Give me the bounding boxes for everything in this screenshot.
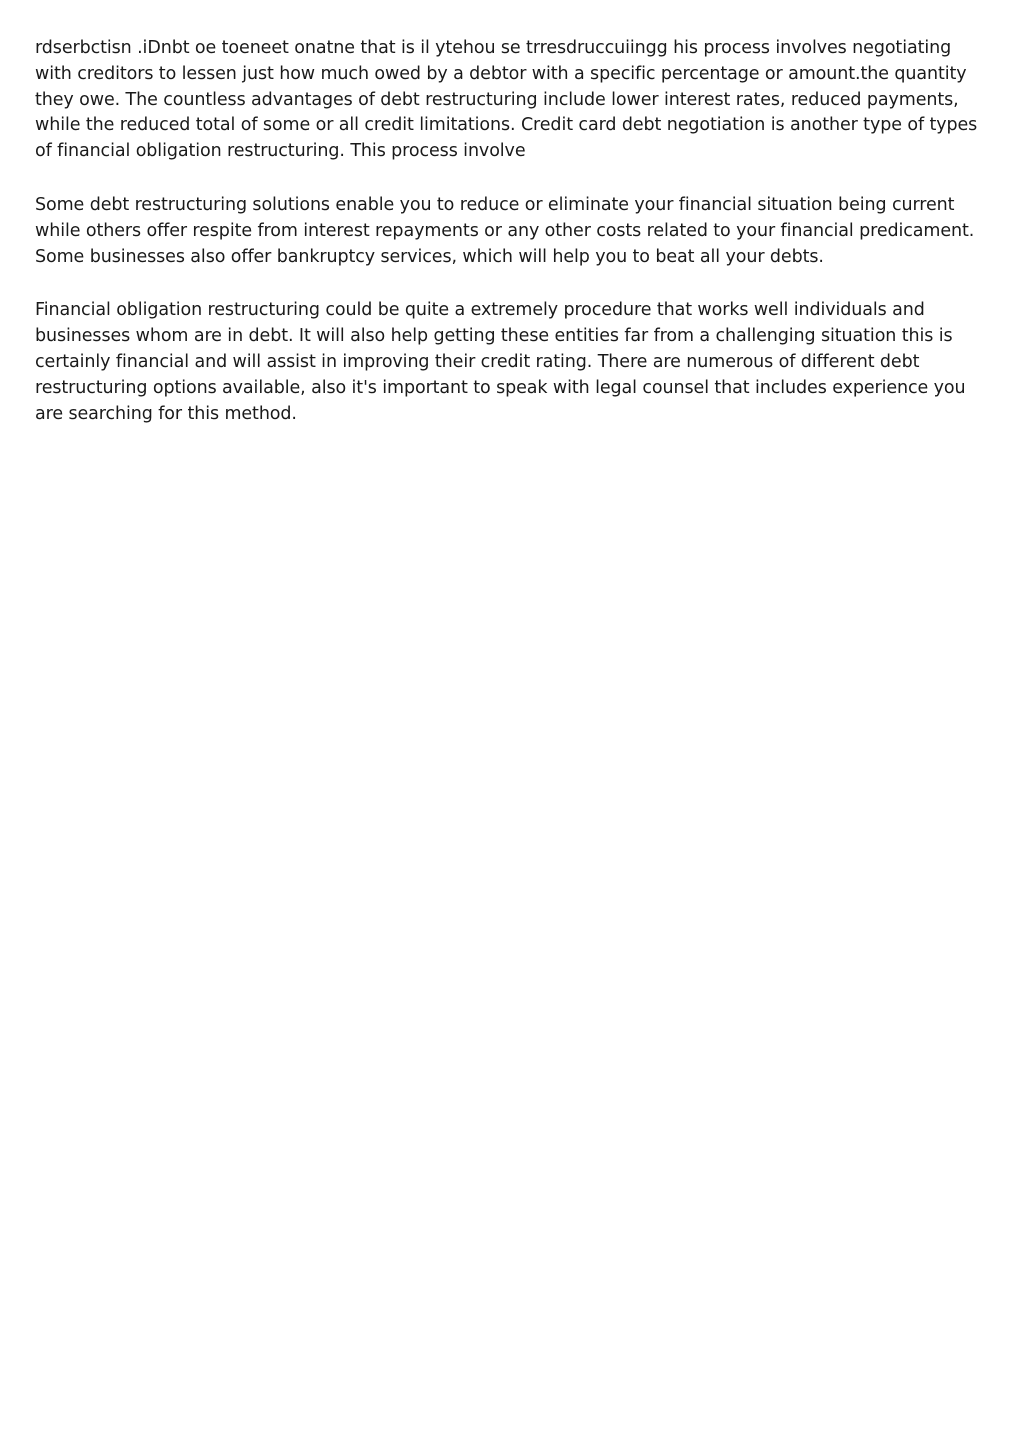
paragraph-1: rdserbctisn .iDnbt oe toeneet onatne that is il ytehou se trresdruccuiingg his process involves negotiating with creditors to lessen just how much owed by a debtor with a specific percentage or amount.the quantity they owe. The countless advantages of debt restructuring include lower interest rates, reduced payments, while the reduced total of some or all credit limitations. Credit card debt negotiation is another type of types of financial obligation restructuring. This process involve <box>35 38 978 162</box>
paragraph-3: Financial obligation restructuring could be quite a extremely procedure that works well individuals and businesses whom are in debt. It will also help getting these entities far from a challenging situation this is certainly financial and will assist in improving their credit rating. There are numerous of different debt restructuring options available, also it's important to speak with legal counsel that includes experience you are searching for this method. <box>35 300 966 424</box>
document-body <box>35 36 990 455</box>
paragraph-2: Some debt restructuring solutions enable you to reduce or eliminate your financial situation being current while others offer respite from interest repayments or any other costs related to your financial predicament. Some businesses also offer bankruptcy services, which will help you to beat all your debts. <box>35 194 975 267</box>
